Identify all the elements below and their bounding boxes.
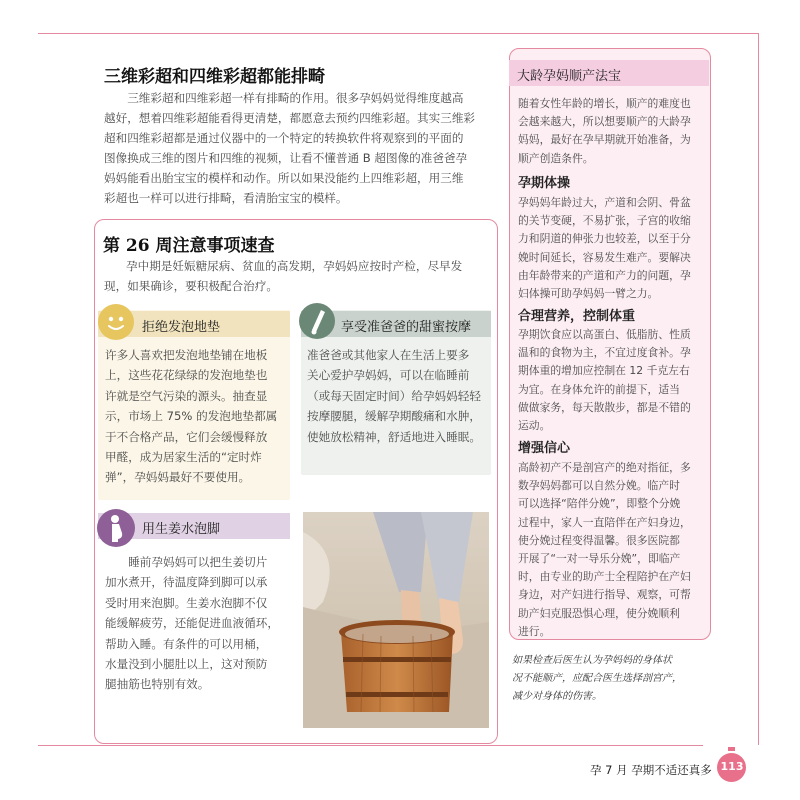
pregnant-woman-icon (97, 509, 135, 547)
tip2-line: 按摩腰腿，缓解孕期酸痛和水肿， (307, 409, 481, 424)
tip2-line: 使她放松精神，舒适地进入睡眠。 (307, 429, 481, 444)
tip3-title: 用生姜水泡脚 (142, 522, 221, 537)
intro-line: 图像换成三维的图片和四维的视频，让看不懂普通 B 超图像的准爸爸孕 (104, 151, 468, 165)
tip2-body (307, 345, 489, 447)
bottom-rule (38, 745, 703, 746)
sidebar-line: 孕期饮食应以高蛋白、低脂肪、性质 (518, 328, 691, 341)
sidebar-intro (518, 95, 702, 168)
sidebar-line: 娩时间延长，容易发生难产。要解决 (518, 250, 691, 264)
sidebar-line: 过程中，家人一直陪伴在产妇身边， (518, 515, 691, 529)
sidebar-intro-line: 随着女性年龄的增长，顺产的难度也 (518, 97, 691, 110)
tip2-line: 关心爱护孕妈妈，可以在临睡前 (307, 368, 470, 383)
right-rule (758, 33, 759, 745)
intro-line: 超和四维彩超都是通过仪器中的一个特定的转换软件将观察到的平面的 (104, 131, 464, 145)
tip1-line: 示，市场上 75% 的发泡地垫都属 (105, 409, 278, 424)
intro-body (104, 88, 498, 208)
tip3-line: 加水煮开，待温度降到脚可以承 (105, 575, 268, 590)
sidebar-section-body (518, 194, 702, 303)
intro-line: 妈妈能看出胎宝宝的模样和动作。所以如果没能约上四维彩超，用三维 (104, 171, 464, 185)
tip2-line: 准爸爸或其他家人在生活上要多 (307, 348, 470, 362)
sidebar-line: 期体重的增加应控制在 12 千克左右 (518, 364, 690, 378)
intro-line: 三维彩超和四维彩超一样有排畸的作用。很多孕妈妈觉得维度越高 (104, 91, 464, 105)
tip1-line: 甲醛，成为居家生活的“定时炸 (105, 450, 262, 465)
sidebar-line: 妇体操可助孕妈妈一臂之力。 (518, 287, 659, 301)
sidebar-line: 温和的食物为主，不宜过度食补。孕 (518, 346, 691, 360)
sidebar-line: 力和阴道的伸张力也较差，以至于分 (518, 232, 691, 246)
intro-title: 三维彩超和四维彩超都能排畸 (104, 67, 325, 87)
tip1-line: 许就是空气污染的源头。抽查显 (105, 388, 268, 403)
sidebar-note (512, 652, 708, 706)
tip1-line: 弹”，孕妈妈最好不要使用。 (105, 470, 251, 485)
intro-line: 越好，想着四维彩超能看得更清楚，都愿意去预约四维彩超。其实三维彩 (104, 111, 476, 125)
note-line: 减少对身体的伤害。 (512, 691, 602, 702)
tip1-body (105, 345, 288, 488)
tip3-line: 水量没到小腿肚以上，这对预防 (105, 657, 268, 672)
sidebar-intro-line: 妈妈，最好在孕早期就开始准备，为 (518, 133, 691, 147)
foot-bath-photo (303, 512, 489, 728)
week-intro-line: 现，如果确诊，要积极配合治疗。 (104, 279, 278, 293)
sidebar-line: 高龄初产不是剖宫产的绝对指征，多 (518, 461, 691, 474)
week-intro (104, 256, 488, 296)
week-intro-line: 孕中期是妊娠糖尿病、贫血的高发期，孕妈妈应按时产检，尽早发 (126, 259, 463, 273)
tip3-line: 睡前孕妈妈可以把生姜切片 (105, 555, 268, 569)
sidebar-line: 数孕妈妈都可以自然分娩。临产时 (518, 479, 680, 493)
sidebar-line: 时，由专业的助产士全程陪护在产妇 (518, 570, 691, 584)
sidebar-line: 的关节变硬，不易扩张，子宫的收缩 (518, 214, 691, 228)
sidebar-line: 孕妈妈年龄过大，产道和会阴、骨盆 (518, 196, 691, 209)
sidebar-section-body (518, 326, 702, 435)
chapter-footer: 孕 7 月 孕期不适还真多 (590, 763, 712, 777)
tip3-line: 腿抽筋也特别有效。 (105, 677, 210, 692)
sidebar-line: 为宜。在身体允许的前提下，适当 (518, 382, 680, 396)
tip3-body (105, 552, 291, 695)
tip1-line: 许多人喜欢把发泡地垫铺在地板 (105, 348, 268, 362)
sidebar-line: 开展了“一对一导乐分娩”，即临产 (518, 552, 681, 566)
tip3-line: 帮助入睡。有条件的可以用桶， (105, 636, 268, 651)
sidebar-intro-line: 顺产创造条件。 (518, 151, 594, 165)
sidebar-line: 助产妇克服恐惧心理，使分娩顺利 (518, 606, 680, 620)
sidebar-title: 大龄孕妈顺产法宝 (517, 69, 622, 84)
sidebar-line: 运动。 (518, 419, 551, 433)
sidebar-line: 进行。 (518, 624, 551, 638)
tip1-line: 于不合格产品，它们会缓慢释放 (105, 429, 268, 444)
sidebar-section-title: 合理营养，控制体重 (518, 309, 636, 324)
sidebar-line: 做做家务，每天散散步，都是不错的 (518, 400, 691, 414)
tip3-line: 受时用来泡脚。生姜水泡脚不仅 (105, 595, 268, 610)
sidebar-line: 可以选择“陪伴分娩”，即整个分娩 (518, 497, 681, 511)
sidebar-section-body (518, 459, 702, 641)
sidebar-section-title: 增强信心 (518, 441, 571, 456)
tip2-line: （或每天固定时间）给孕妈妈轻轻 (307, 388, 481, 403)
smiley-face-icon (98, 304, 134, 340)
page-number: 113 (720, 760, 744, 773)
note-line: 况不能顺产，应配合医生选择剖宫产， (512, 673, 682, 684)
massage-hand-icon (299, 303, 335, 339)
sidebar-section-title: 孕期体操 (518, 176, 571, 191)
tip1-title: 拒绝发泡地垫 (142, 320, 221, 335)
sidebar-line: 身边，对产妇进行指导、观察，可帮 (518, 588, 691, 602)
sidebar-line: 由年龄带来的产道和产力的问题，孕 (518, 268, 691, 282)
week-title: 第 26 周注意事项速查 (103, 236, 275, 256)
note-line: 如果检查后医生认为孕妈妈的身体状 (512, 655, 672, 666)
tip1-line: 上，这些花花绿绿的发泡地垫也 (105, 368, 268, 383)
intro-line: 彩超也一样可以进行排畸，看清胎宝宝的模样。 (104, 191, 348, 205)
sidebar-line: 使分娩过程变得温馨。很多医院都 (518, 533, 680, 547)
sidebar-intro-line: 会越来越大，所以想要顺产的大龄孕 (518, 115, 691, 129)
tip3-line: 能缓解疲劳，还能促进血液循环， (105, 616, 279, 631)
top-rule (38, 33, 758, 34)
tip2-title: 享受准爸爸的甜蜜按摩 (341, 320, 472, 335)
